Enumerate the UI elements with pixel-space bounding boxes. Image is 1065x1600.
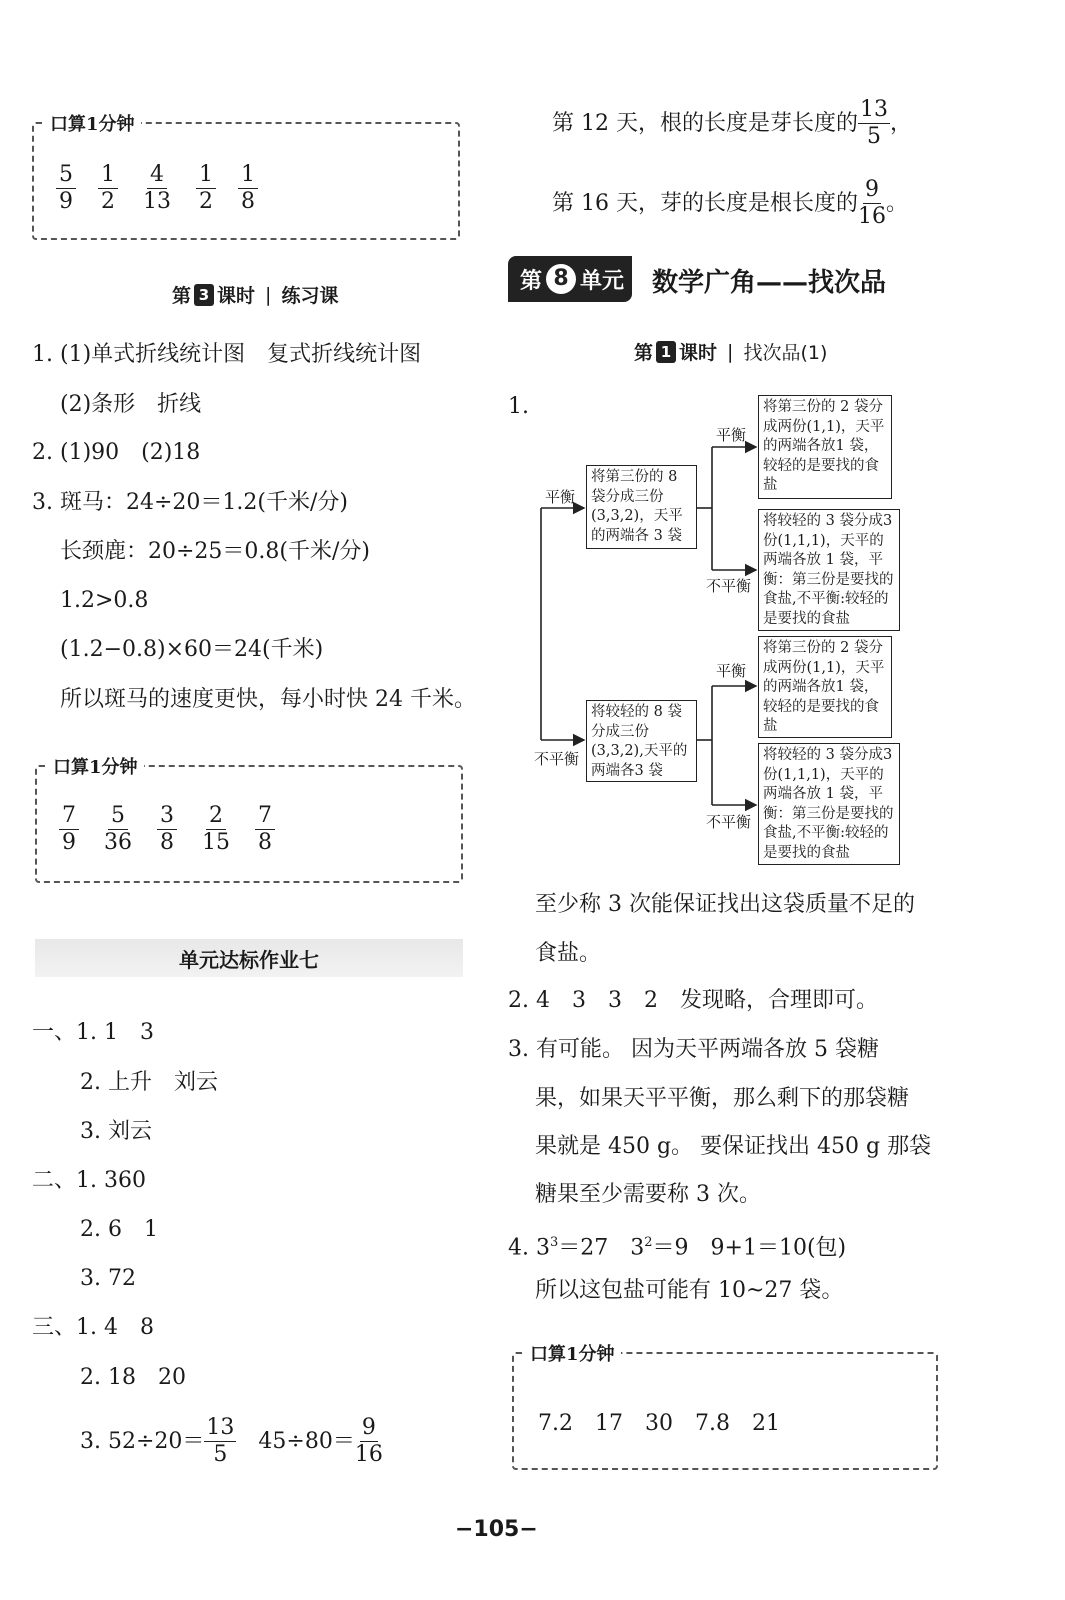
mental-math-box-3 — [512, 1344, 938, 1470]
section2-item3: 3. 72 — [80, 1266, 136, 1291]
fraction: $\frac{5}{9}$ — [56, 162, 76, 215]
ratio-line-2: 第 16 天，芽的长度是根长度的 9 16 。 — [552, 177, 908, 229]
fraction: 13 5 — [859, 97, 888, 149]
lesson-heading-3: 第 3 课时 | 练习课 — [172, 283, 339, 307]
fraction: $\frac{1}{2}$ — [196, 162, 216, 215]
fraction: $\frac{7}{8}$ — [255, 803, 275, 856]
answer-3a: 3. 有可能。 因为天平两端各放 5 袋糖 — [508, 1037, 879, 1062]
fraction: $\frac{1}{2}$ — [98, 162, 118, 215]
answer-1b: (2)条形 折线 — [60, 392, 202, 417]
section2-item2: 2. 6 1 — [80, 1217, 158, 1242]
ratio-line-1: 第 12 天，根的长度是芽长度的 13 5 ， — [552, 97, 912, 149]
answer-3d: 糖果至少需要称 3 次。 — [535, 1182, 761, 1207]
answer-3a: 3. 斑马：24÷20＝1.2(千米/分) — [32, 490, 348, 515]
section1-item3: 3. 刘云 — [80, 1119, 152, 1144]
fraction: $\frac{4}{13}$ — [143, 162, 171, 214]
section1-item2: 2. 上升 刘云 — [80, 1070, 218, 1095]
mental-math-values: 7.2 17 30 7.8 21 — [538, 1411, 780, 1436]
fraction: $\frac{7}{9}$ — [59, 803, 79, 856]
label-unbalance: 不平衡 — [534, 750, 580, 768]
answer-4b: 所以这包盐可能有 10~27 袋。 — [535, 1278, 844, 1303]
answer-3b: 长颈鹿：20÷25＝0.8(千米/分) — [60, 539, 370, 564]
mental-math-label: 口算1分钟 — [44, 110, 141, 136]
answer-2: 2. (1)90 (2)18 — [32, 440, 201, 465]
section3-item2: 2. 18 20 — [80, 1365, 186, 1390]
answer-3c: 果就是 450 g。 要保证找出 450 g 那袋 — [535, 1134, 932, 1159]
answer-1-number: 1. — [508, 394, 529, 419]
label-balance: 平衡 — [716, 426, 747, 444]
page-number: −105− — [455, 1517, 538, 1542]
mental-math-box-1 — [32, 114, 460, 240]
fraction-row — [59, 803, 275, 856]
mental-math-label: 口算1分钟 — [47, 753, 144, 779]
tree-node-lower: 将较轻的 8 袋分成三份(3,3,2),天平的两端各3 袋 — [586, 700, 697, 782]
tree-leaf-1: 将第三份的 2 袋分成两份(1,1)，天平的两端各放1 袋，较轻的是要找的食盐 — [758, 395, 892, 499]
fraction: 9 16 — [857, 177, 886, 229]
answer-1-conclusion-b: 食盐。 — [535, 941, 602, 966]
fraction: $\frac{2}{15}$ — [202, 803, 230, 855]
fraction: $\frac{5}{36}$ — [104, 803, 132, 855]
fraction: 9 16 — [354, 1415, 383, 1467]
tree-node-upper: 将第三份的 8 袋分成三份(3,3,2)，天平的两端各 3 袋 — [586, 465, 697, 549]
fraction: $\frac{3}{8}$ — [157, 803, 177, 856]
label-unbalance: 不平衡 — [706, 577, 752, 595]
answer-1a: 1. (1)单式折线统计图 复式折线统计图 — [32, 342, 422, 367]
answer-3e: 所以斑马的速度更快，每小时快 24 千米。 — [60, 687, 476, 712]
unit-title: 数学广角——找次品 — [652, 268, 887, 298]
mental-math-box-2 — [35, 757, 463, 883]
answer-2: 2. 4 3 3 2 发现略，合理即可。 — [508, 988, 878, 1013]
mental-math-label: 口算1分钟 — [524, 1340, 621, 1366]
answer-3d: (1.2−0.8)×60＝24(千米) — [60, 637, 324, 662]
label-balance: 平衡 — [545, 488, 576, 506]
tree-leaf-4: 将较轻的 3 袋分成3 份(1,1,1)，天平的两端各放 1 袋，平衡：第三份是要找的食盐,不平衡:较轻的是要找的食盐 — [758, 743, 900, 865]
unit-homework-heading: 单元达标作业七 — [35, 939, 463, 977]
unit-banner: 第 8 单元 — [508, 256, 632, 302]
answer-3b: 果，如果天平平衡，那么剩下的那袋糖 — [535, 1086, 910, 1111]
answer-1-conclusion-a: 至少称 3 次能保证找出这袋质量不足的 — [535, 892, 915, 917]
section2-item1: 二、1. 360 — [32, 1168, 146, 1193]
fraction: $\frac{1}{8}$ — [238, 162, 258, 215]
tree-leaf-2: 将较轻的 3 袋分成3 份(1,1,1)，天平的两端各放 1 袋，平衡：第三份是要找的食盐,不平衡:较轻的是要找的食盐 — [758, 509, 900, 631]
fraction-row — [56, 162, 258, 215]
section3-item3: 3. 52÷20＝ 13 5 45÷80＝ 9 16 — [80, 1415, 383, 1467]
lesson-heading-1: 第 1 课时 | 找次品(1) — [634, 340, 828, 364]
answer-4a: 4. $3^3=27$ $3^2=9$ 9+1＝10(包) — [508, 1235, 847, 1261]
label-balance: 平衡 — [716, 662, 747, 680]
tree-leaf-3: 将第三份的 2 袋分成两份(1,1)，天平的两端各放1 袋，较轻的是要找的食盐 — [758, 636, 892, 738]
label-unbalance: 不平衡 — [706, 813, 752, 831]
section3-item1: 三、1. 4 8 — [32, 1315, 154, 1340]
section1-item1: 一、1. 1 3 — [32, 1020, 154, 1045]
answer-3c: 1.2>0.8 — [60, 588, 149, 613]
fraction: 13 5 — [206, 1415, 235, 1467]
